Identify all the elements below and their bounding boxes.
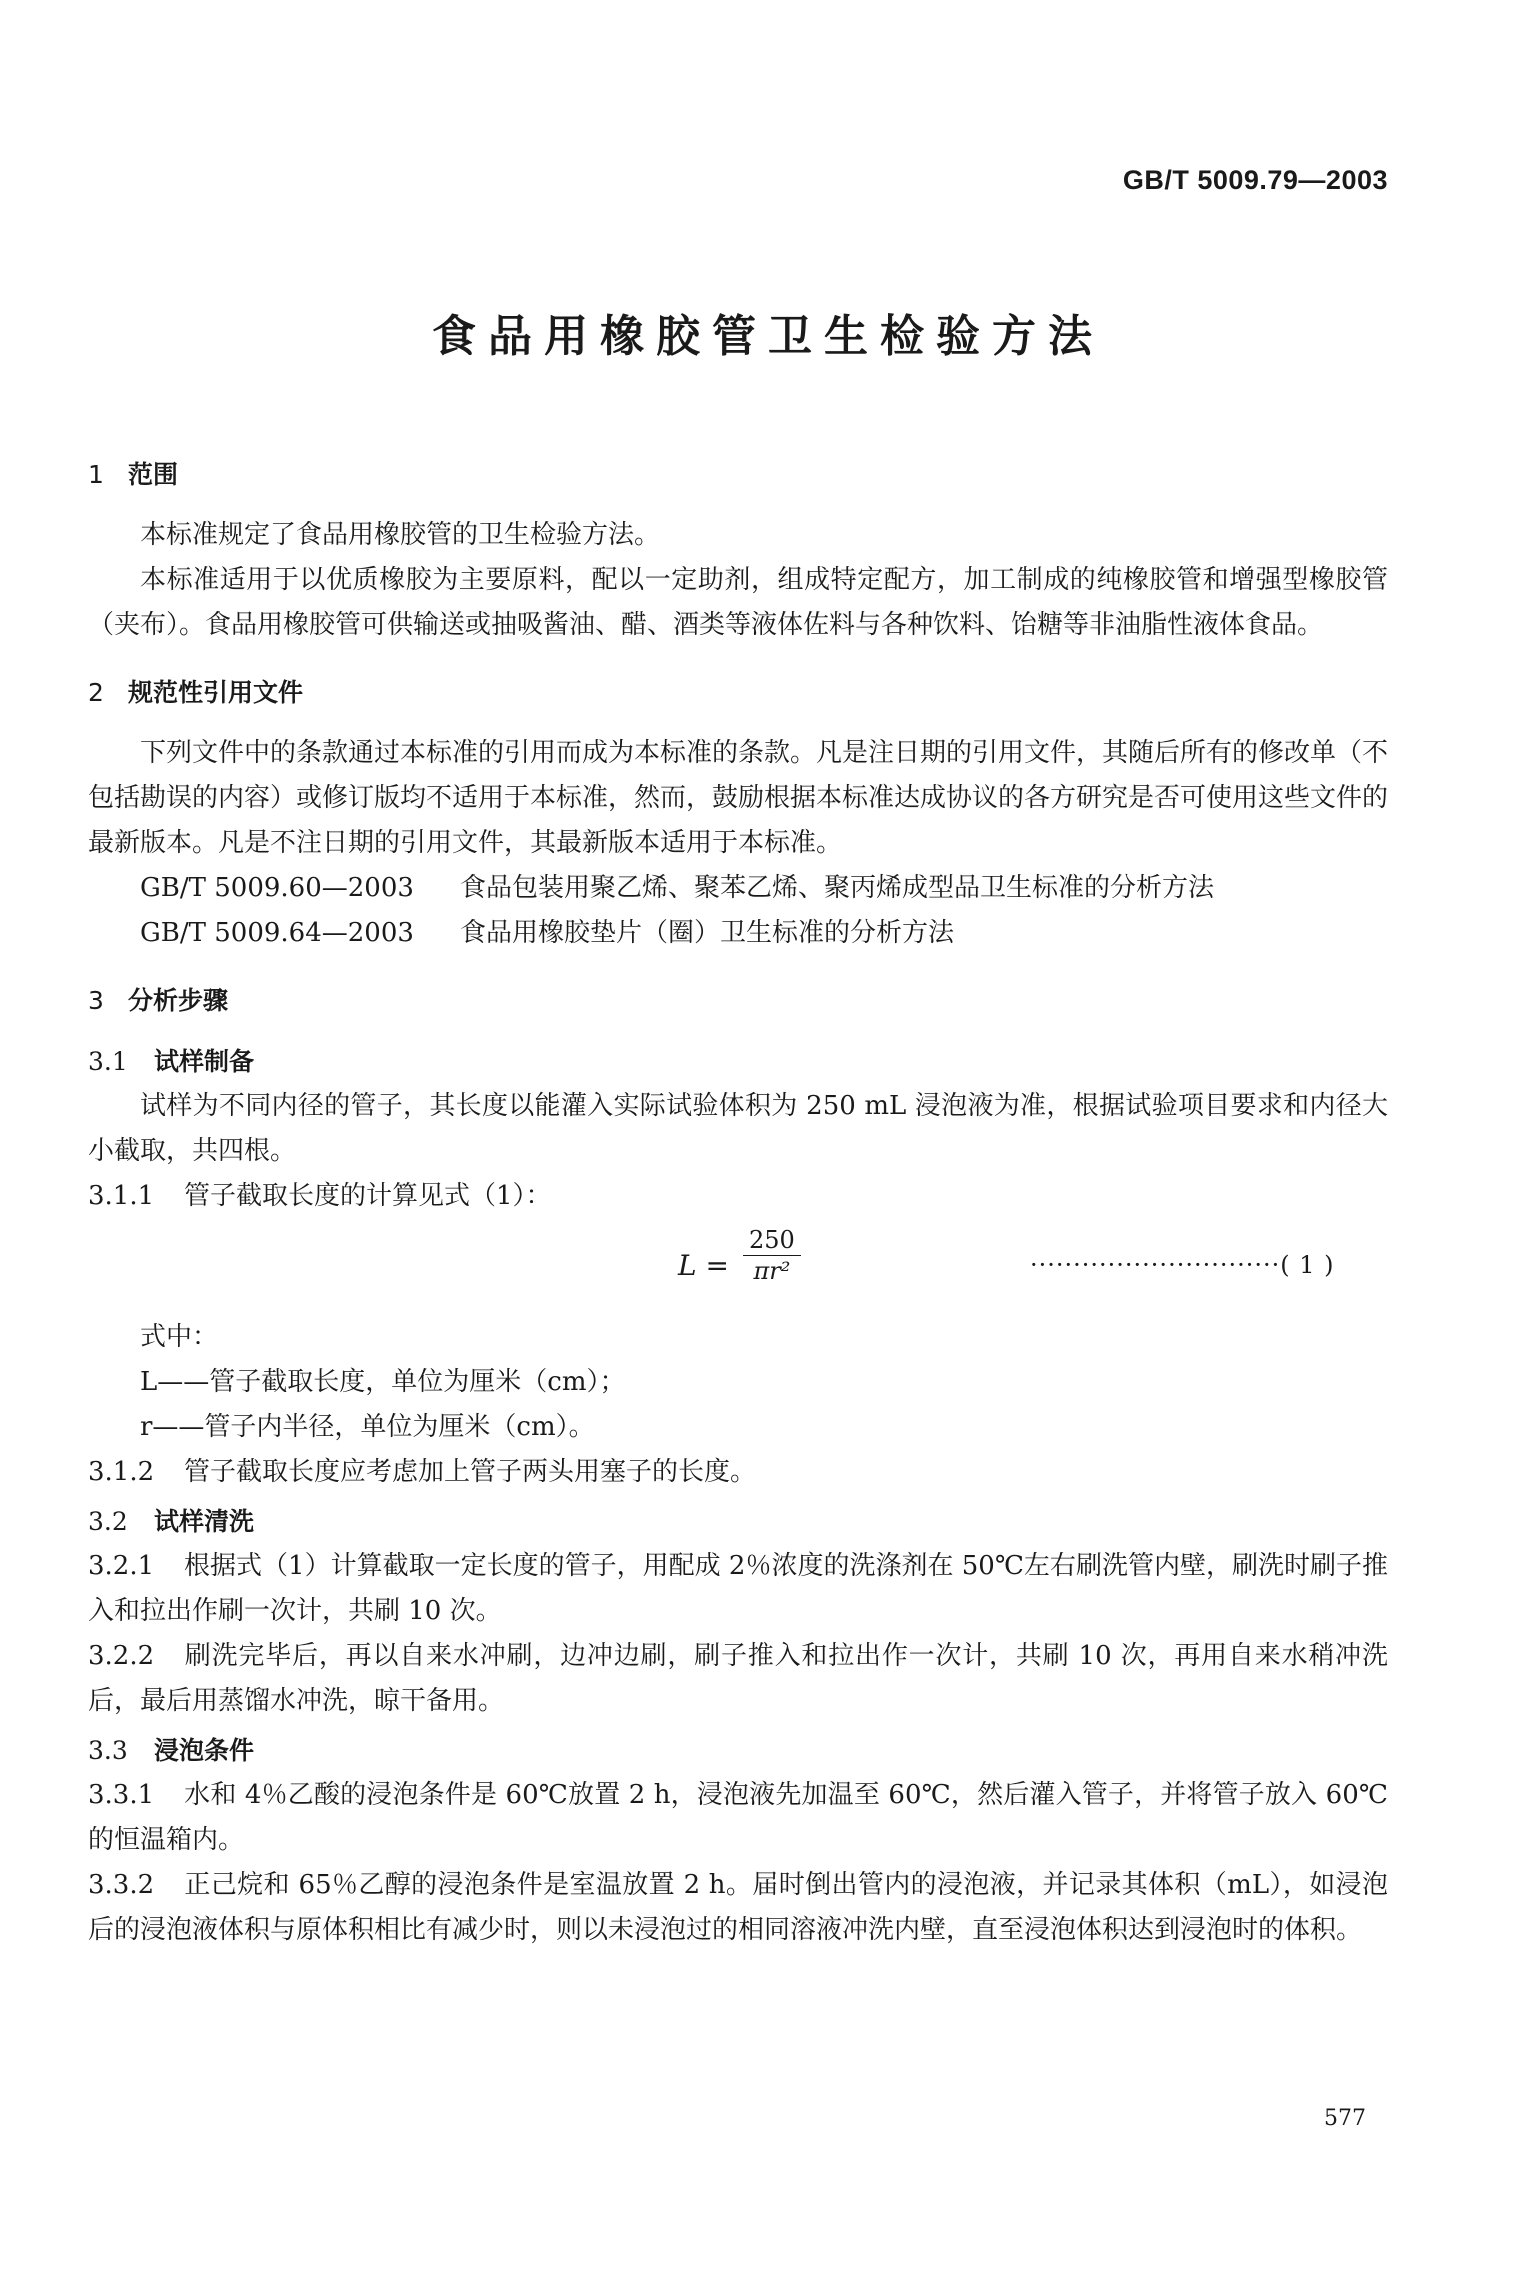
formula-lhs: L = [678, 1249, 729, 1282]
variable-definition: L——管子截取长度，单位为厘米（cm）； [140, 1367, 626, 1397]
formula-fraction [743, 1225, 801, 1286]
clause-3-3-2 [88, 1863, 1388, 1953]
clause-text: 管子截取长度的计算见式（1）： [184, 1181, 552, 1211]
clause-text: 刷洗完毕后，再以自来水冲刷，边冲边刷，刷子推入和拉出作一次计，共刷 10 次，再用自来水稍冲洗后，最后用蒸馏水冲洗，晾干备用。 [88, 1641, 1388, 1716]
clause-3-2-2 [88, 1634, 1388, 1724]
page-title: 食品用橡胶管卫生检验方法 [432, 311, 1104, 362]
clause-number: 3.1.1 [88, 1181, 155, 1211]
paragraph: 试样为不同内径的管子，其长度以能灌入实际试验体积为 250 mL 浸泡液为准，根据试验项目要求和内径大小截取，共四根。 [88, 1091, 1388, 1166]
clause-number: 3.2.1 [88, 1551, 155, 1581]
clause-number: 3.3.1 [88, 1780, 155, 1810]
clause-text: 管子截取长度应考虑加上管子两头用塞子的长度。 [184, 1457, 757, 1487]
clause-3-1-1 [88, 1174, 1388, 1219]
subsection-title: 试样制备 [154, 1047, 255, 1076]
subsection-number: 3.3 [88, 1736, 128, 1765]
formula-dots: ····························· [1030, 1251, 1281, 1279]
standard-code: GB/T 5009.79—2003 [1122, 165, 1388, 195]
clause-text: 根据式（1）计算截取一定长度的管子，用配成 2％浓度的洗涤剂在 50℃左右刷洗管内壁，刷洗时刷子推入和拉出作刷一次计，共刷 10 次。 [88, 1551, 1388, 1626]
clause-text: 水和 4％乙酸的浸泡条件是 60℃放置 2 h，浸泡液先加温至 60℃，然后灌入管子，并将管子放入 60℃的恒温箱内。 [88, 1780, 1388, 1855]
clause-text: 正己烷和 65％乙醇的浸泡条件是室温放置 2 h。届时倒出管内的浸泡液，并记录其体积（mL），如浸泡后的浸泡液体积与原体积相比有减少时，则以未浸泡过的相同溶液冲洗内壁，直至浸泡体积达到浸泡时的体积。 [88, 1870, 1388, 1945]
section-1-heading [88, 452, 1388, 497]
clause-3-1-2 [88, 1450, 1388, 1495]
reference-item [88, 911, 1388, 956]
reference-code: GB/T 5009.64—2003 [140, 918, 414, 948]
reference-item [88, 866, 1388, 911]
clause-number: 3.1.2 [88, 1457, 155, 1487]
formula-leader [1030, 1243, 1335, 1288]
subsection-number: 3.2 [88, 1507, 128, 1536]
section-number: 2 [88, 678, 104, 707]
subsection-number: 3.1 [88, 1047, 128, 1076]
section-number: 1 [88, 460, 104, 489]
section-title: 规范性引用文件 [128, 678, 304, 707]
document-body [88, 430, 1388, 1953]
reference-title: 食品包装用聚乙烯、聚苯乙烯、聚丙烯成型品卫生标准的分析方法 [460, 873, 1215, 903]
paragraph: 本标准规定了食品用橡胶管的卫生检验方法。 [140, 520, 661, 550]
subsection-3-1-heading [88, 1039, 1388, 1084]
formula-tag: ( 1 ) [1280, 1251, 1335, 1279]
clause-3-2-1 [88, 1544, 1388, 1634]
reference-code: GB/T 5009.60—2003 [140, 873, 414, 903]
formula-denominator: πr² [753, 1257, 791, 1285]
subsection-title: 浸泡条件 [154, 1736, 255, 1765]
paragraph: 本标准适用于以优质橡胶为主要原料，配以一定助剂，组成特定配方，加工制成的纯橡胶管和增强型橡胶管（夹布）。食品用橡胶管可供输送或抽吸酱油、醋、酒类等液体佐料与各种饮料、饴糖等非油脂性液体食品。 [88, 565, 1388, 640]
subsection-3-2-heading [88, 1499, 1388, 1544]
clause-number: 3.2.2 [88, 1641, 155, 1671]
section-2-heading [88, 670, 1388, 715]
page-number: 577 [1324, 2106, 1366, 2131]
section-title: 范围 [128, 460, 179, 489]
reference-title: 食品用橡胶垫片（圈）卫生标准的分析方法 [460, 918, 955, 948]
formula-numerator: 250 [743, 1225, 801, 1256]
where-label: 式中： [140, 1322, 219, 1352]
section-number: 3 [88, 986, 104, 1015]
paragraph: 下列文件中的条款通过本标准的引用而成为本标准的条款。凡是注日期的引用文件，其随后所有的修改单（不包括勘误的内容）或修订版均不适用于本标准，然而，鼓励根据本标准达成协议的各方研究是否可使用这些文件的最新版本。凡是不注日期的引用文件，其最新版本适用于本标准。 [88, 738, 1389, 858]
variable-definition: r——管子内半径，单位为厘米（cm）。 [140, 1412, 595, 1442]
section-title: 分析步骤 [128, 986, 229, 1015]
section-3-heading [88, 978, 1388, 1023]
clause-3-3-1 [88, 1773, 1388, 1863]
subsection-3-3-heading [88, 1728, 1388, 1773]
clause-number: 3.3.2 [88, 1870, 155, 1900]
formula-1 [88, 1225, 1388, 1305]
subsection-title: 试样清洗 [154, 1507, 255, 1536]
